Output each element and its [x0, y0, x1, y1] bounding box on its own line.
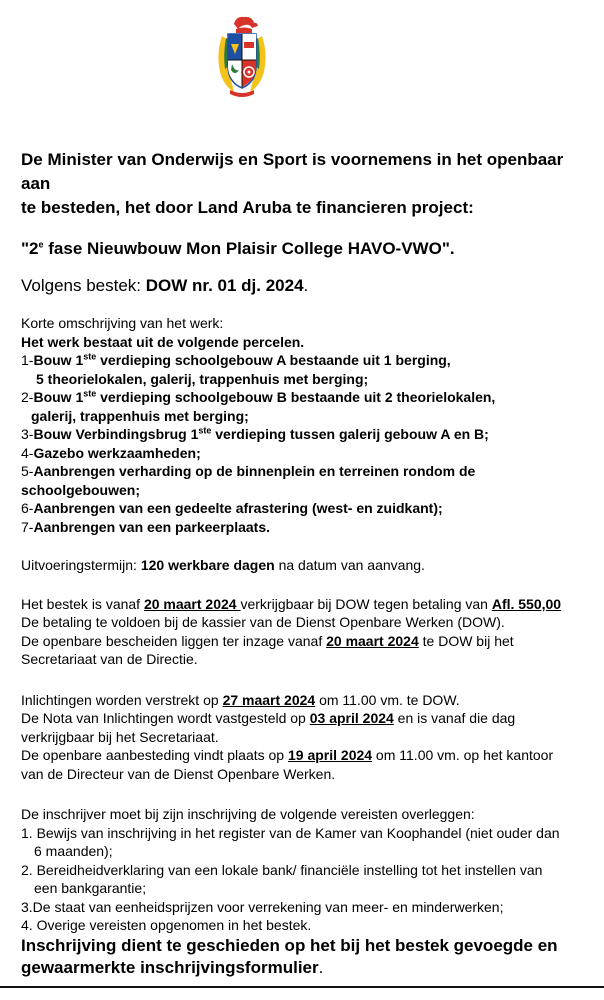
bestek-reference: Volgens bestek: DOW nr. 01 dj. 2024.	[21, 276, 309, 295]
list-item: 3-Bouw Verbindingsbrug 1ste verdieping tussen galerij gebouw A en B;	[21, 425, 489, 442]
list-item: 1-Bouw 1ste verdieping schoolgebouw A bestaande uit 1 berging,	[21, 351, 451, 368]
info-line: Inlichtingen worden verstrekt op 27 maart 2024 om 11.00 vm. te DOW.	[21, 691, 460, 708]
list-item: 7-Aanbrengen van een parkeerplaats.	[21, 518, 270, 535]
req-item-cont: een bankgarantie;	[34, 880, 147, 896]
info-line: De Nota van Inlichtingen wordt vastgesteld op 03 april 2024 en is vanaf die dag	[21, 710, 516, 726]
korte-label: Korte omschrijving van het werk:	[21, 315, 224, 331]
info-line: van de Directeur van de Dienst Openbare Werken.	[21, 765, 336, 782]
work-description	[21, 314, 596, 536]
bestek-line: Secretariaat van de Directie.	[21, 651, 198, 667]
werk-intro: Het werk bestaat uit de volgende percelen.	[21, 333, 305, 350]
info-line: verkrijgbaar bij het Secretariaat.	[21, 728, 219, 745]
final-note-line-2: gewaarmerkte inschrijvingsformulier.	[21, 957, 324, 977]
project-title: "2e fase Nieuwbouw Mon Plaisir College HAVO-VWO".	[21, 239, 455, 258]
tender-notice	[21, 148, 596, 979]
bestek-line: De openbare bescheiden liggen ter inzage vanaf 20 maart 2024 te DOW bij het	[21, 632, 514, 649]
list-item: 4-Gazebo werkzaamheden;	[21, 444, 201, 461]
req-item: 3.De staat van eenheidsprijzen voor verrekening van meer- en minderwerken;	[21, 898, 504, 915]
req-item: 1. Bewijs van inschrijving in het register van de Kamer van Koophandel (niet ouder dan	[21, 824, 560, 841]
intro-line-2: te besteden, het door Land Aruba te financieren project:	[21, 198, 474, 217]
list-item: 2-Bouw 1ste verdieping schoolgebouw B bestaande uit 2 theorielokalen,	[21, 388, 496, 405]
req-item: 4. Overige vereisten opgenomen in het bestek.	[21, 917, 312, 933]
req-item-cont: 6 maanden);	[34, 843, 113, 859]
final-note-line-1: Inschrijving dient te geschieden op het bij het bestek gevoegde en	[21, 935, 558, 955]
requirements-section	[21, 805, 596, 935]
list-item-cont: 5 theorielokalen, galerij, trappenhuis met berging;	[36, 370, 369, 387]
coat-of-arms-icon	[214, 14, 270, 100]
bestek-line: De betaling te voldoen bij de kassier van de Dienst Openbare Werken (DOW).	[21, 614, 505, 630]
bestek-section	[21, 595, 596, 669]
list-item-cont: galerij, trappenhuis met berging;	[31, 407, 249, 424]
info-section	[21, 691, 596, 784]
info-line: De openbare aanbesteding vindt plaats op 19 april 2024 om 11.00 vm. op het kantoor	[21, 747, 554, 763]
bottom-divider	[0, 986, 604, 988]
req-intro: De inschrijver moet bij zijn inschrijving de volgende vereisten overleggen:	[21, 806, 475, 822]
list-item: 6-Aanbrengen van een gedeelte afrastering (west- en zuidkant);	[21, 500, 443, 516]
bestek-line: Het bestek is vanaf 20 maart 2024 verkrijgbaar bij DOW tegen betaling van Afl. 550,00	[21, 595, 562, 612]
execution-term: Uitvoeringstermijn: 120 werkbare dagen na datum van aanvang.	[21, 557, 425, 573]
list-item: 5-Aanbrengen verharding op de binnenplein en terreinen rondom de schoolgebouwen;	[21, 463, 476, 498]
req-item: 2. Bereidheidverklaring van een lokale bank/ financiële instelling tot het instellen van	[21, 861, 543, 878]
intro-line-1: De Minister van Onderwijs en Sport is voornemens in het openbaar aan	[21, 150, 564, 193]
